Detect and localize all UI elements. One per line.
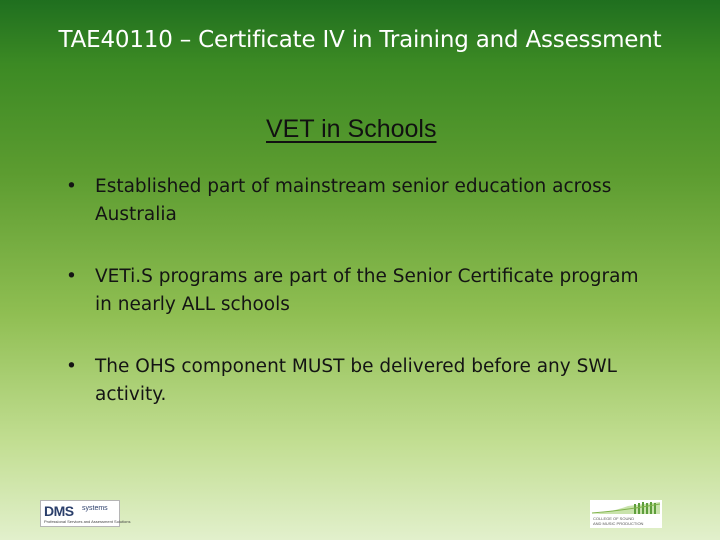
bullet-icon: •: [66, 176, 77, 197]
college-logo: [590, 500, 662, 528]
dms-logo-tagline: Professional Services and Assessment Solutions: [44, 519, 131, 524]
dms-systems-logo: [40, 500, 131, 527]
bullet-item: [66, 353, 666, 409]
bullet-text-line: Australia: [95, 204, 177, 225]
bullet-icon: •: [66, 356, 77, 377]
college-logo-text: [593, 516, 643, 526]
college-logo-graphic-icon: [590, 500, 662, 516]
dms-logo-small-text: systems: [82, 505, 108, 512]
college-logo-line: AND MUSIC PRODUCTION: [593, 521, 644, 526]
bullet-text-line: activity.: [95, 384, 167, 405]
bullet-text-line: Established part of mainstream senior education across: [95, 176, 612, 197]
bullet-text-line: The OHS component MUST be delivered before any SWL: [95, 356, 617, 377]
slide-subtitle: VET in Schools: [266, 115, 437, 143]
slide-title: TAE40110 – Certificate IV in Training and Assessment: [58, 27, 662, 53]
bullet-icon: •: [66, 266, 77, 287]
college-logo-line: COLLEGE OF SOUND: [593, 516, 635, 521]
bullet-item: [66, 263, 666, 319]
bullet-text-line: VETi.S programs are part of the Senior Certificate program: [95, 266, 639, 287]
bullet-item: [66, 173, 666, 229]
dms-logo-main-text: DMS: [44, 503, 74, 519]
bullet-list: [66, 173, 666, 443]
bullet-text-line: in nearly ALL schools: [95, 294, 290, 315]
